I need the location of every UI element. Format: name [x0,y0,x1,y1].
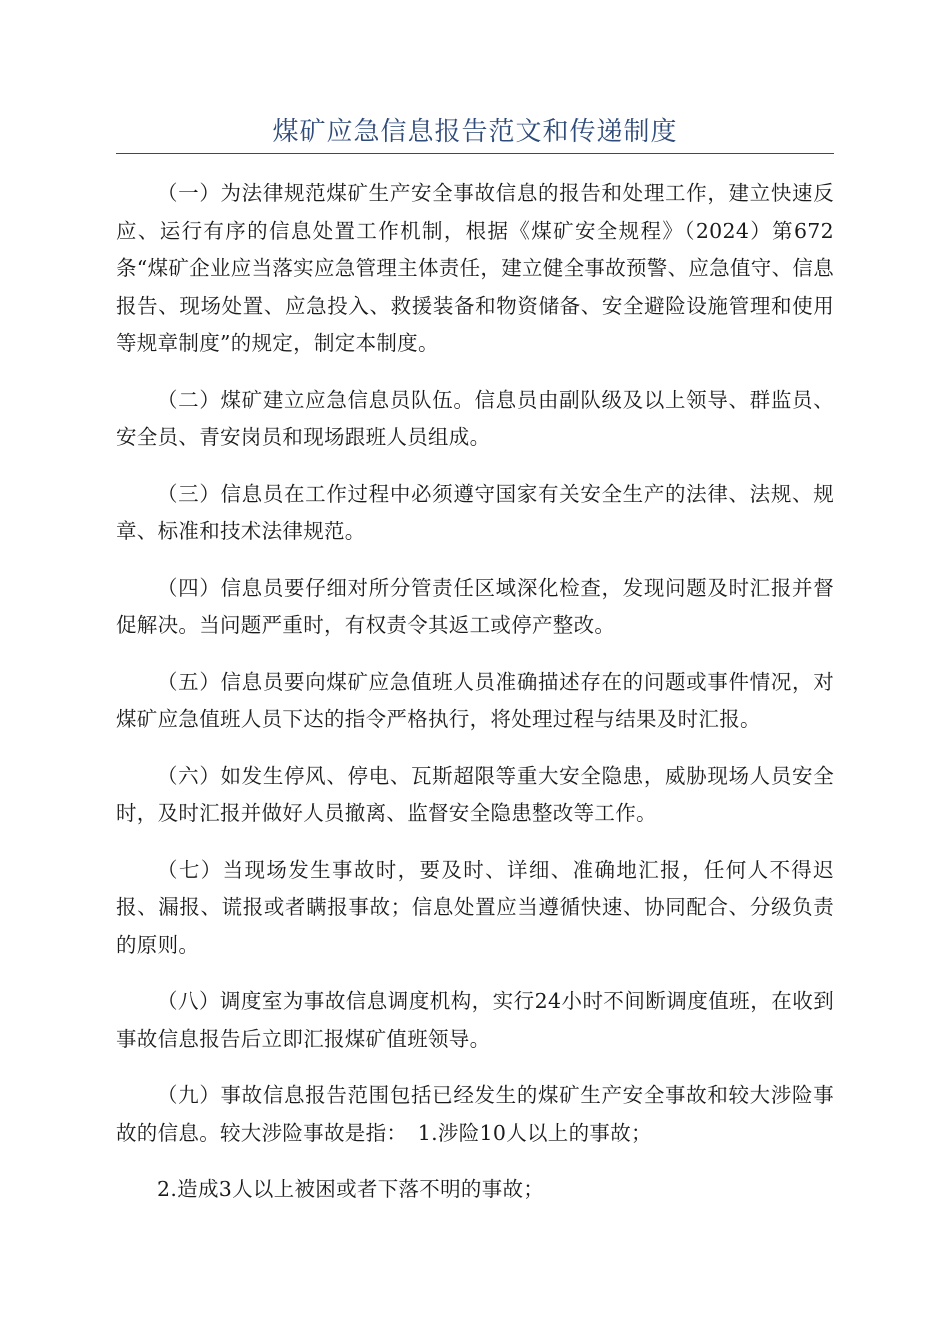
paragraph-9: （九）事故信息报告范围包括已经发生的煤矿生产安全事故和较大涉险事故的信息。较大涉险事故是指： 1.涉险10人以上的事故； [116,1083,834,1145]
paragraph-3: （三）信息员在工作过程中必须遵守国家有关安全生产的法律、法规、规章、标准和技术法律规范。 [116,481,834,543]
title-underline [116,153,834,154]
document-body [116,175,834,1228]
paragraph-8: （八）调度室为事故信息调度机构，实行24小时不间断调度值班，在收到事故信息报告后立即汇报煤矿值班领导。 [116,989,834,1051]
paragraph-1: （一）为法律规范煤矿生产安全事故信息的报告和处理工作，建立快速反应、运行有序的信息处置工作机制，根据《煤矿安全规程》（2024）第672条“煤矿企业应当落实应急管理主体责任，建立健全事故预警、应急值守、信息报告、现场处置、应急投入、救援装备和物资储备、安全避险设施管理和使用等规章制度”的规定，制定本制度。 [116,181,834,355]
paragraph-2: （二）煤矿建立应急信息员队伍。信息员由副队级及以上领导、群监员、安全员、青安岗员和现场跟班人员组成。 [116,387,834,449]
paragraph-4: （四）信息员要仔细对所分管责任区域深化检查，发现问题及时汇报并督促解决。当问题严重时，有权责令其返工或停产整改。 [116,575,834,637]
paragraph-6: （六）如发生停风、停电、瓦斯超限等重大安全隐患，威胁现场人员安全时，及时汇报并做好人员撤离、监督安全隐患整改等工作。 [116,763,834,825]
paragraph-10: 2.造成3人以上被困或者下落不明的事故； [157,1177,545,1201]
paragraph-5: （五）信息员要向煤矿应急值班人员准确描述存在的问题或事件情况，对煤矿应急值班人员下达的指令严格执行，将处理过程与结果及时汇报。 [116,669,834,731]
document-title: 煤矿应急信息报告范文和传递制度 [272,117,678,147]
paragraph-7: （七）当现场发生事故时，要及时、详细、准确地汇报，任何人不得迟报、漏报、谎报或者瞒报事故；信息处置应当遵循快速、协同配合、分级负责的原则。 [116,857,834,957]
